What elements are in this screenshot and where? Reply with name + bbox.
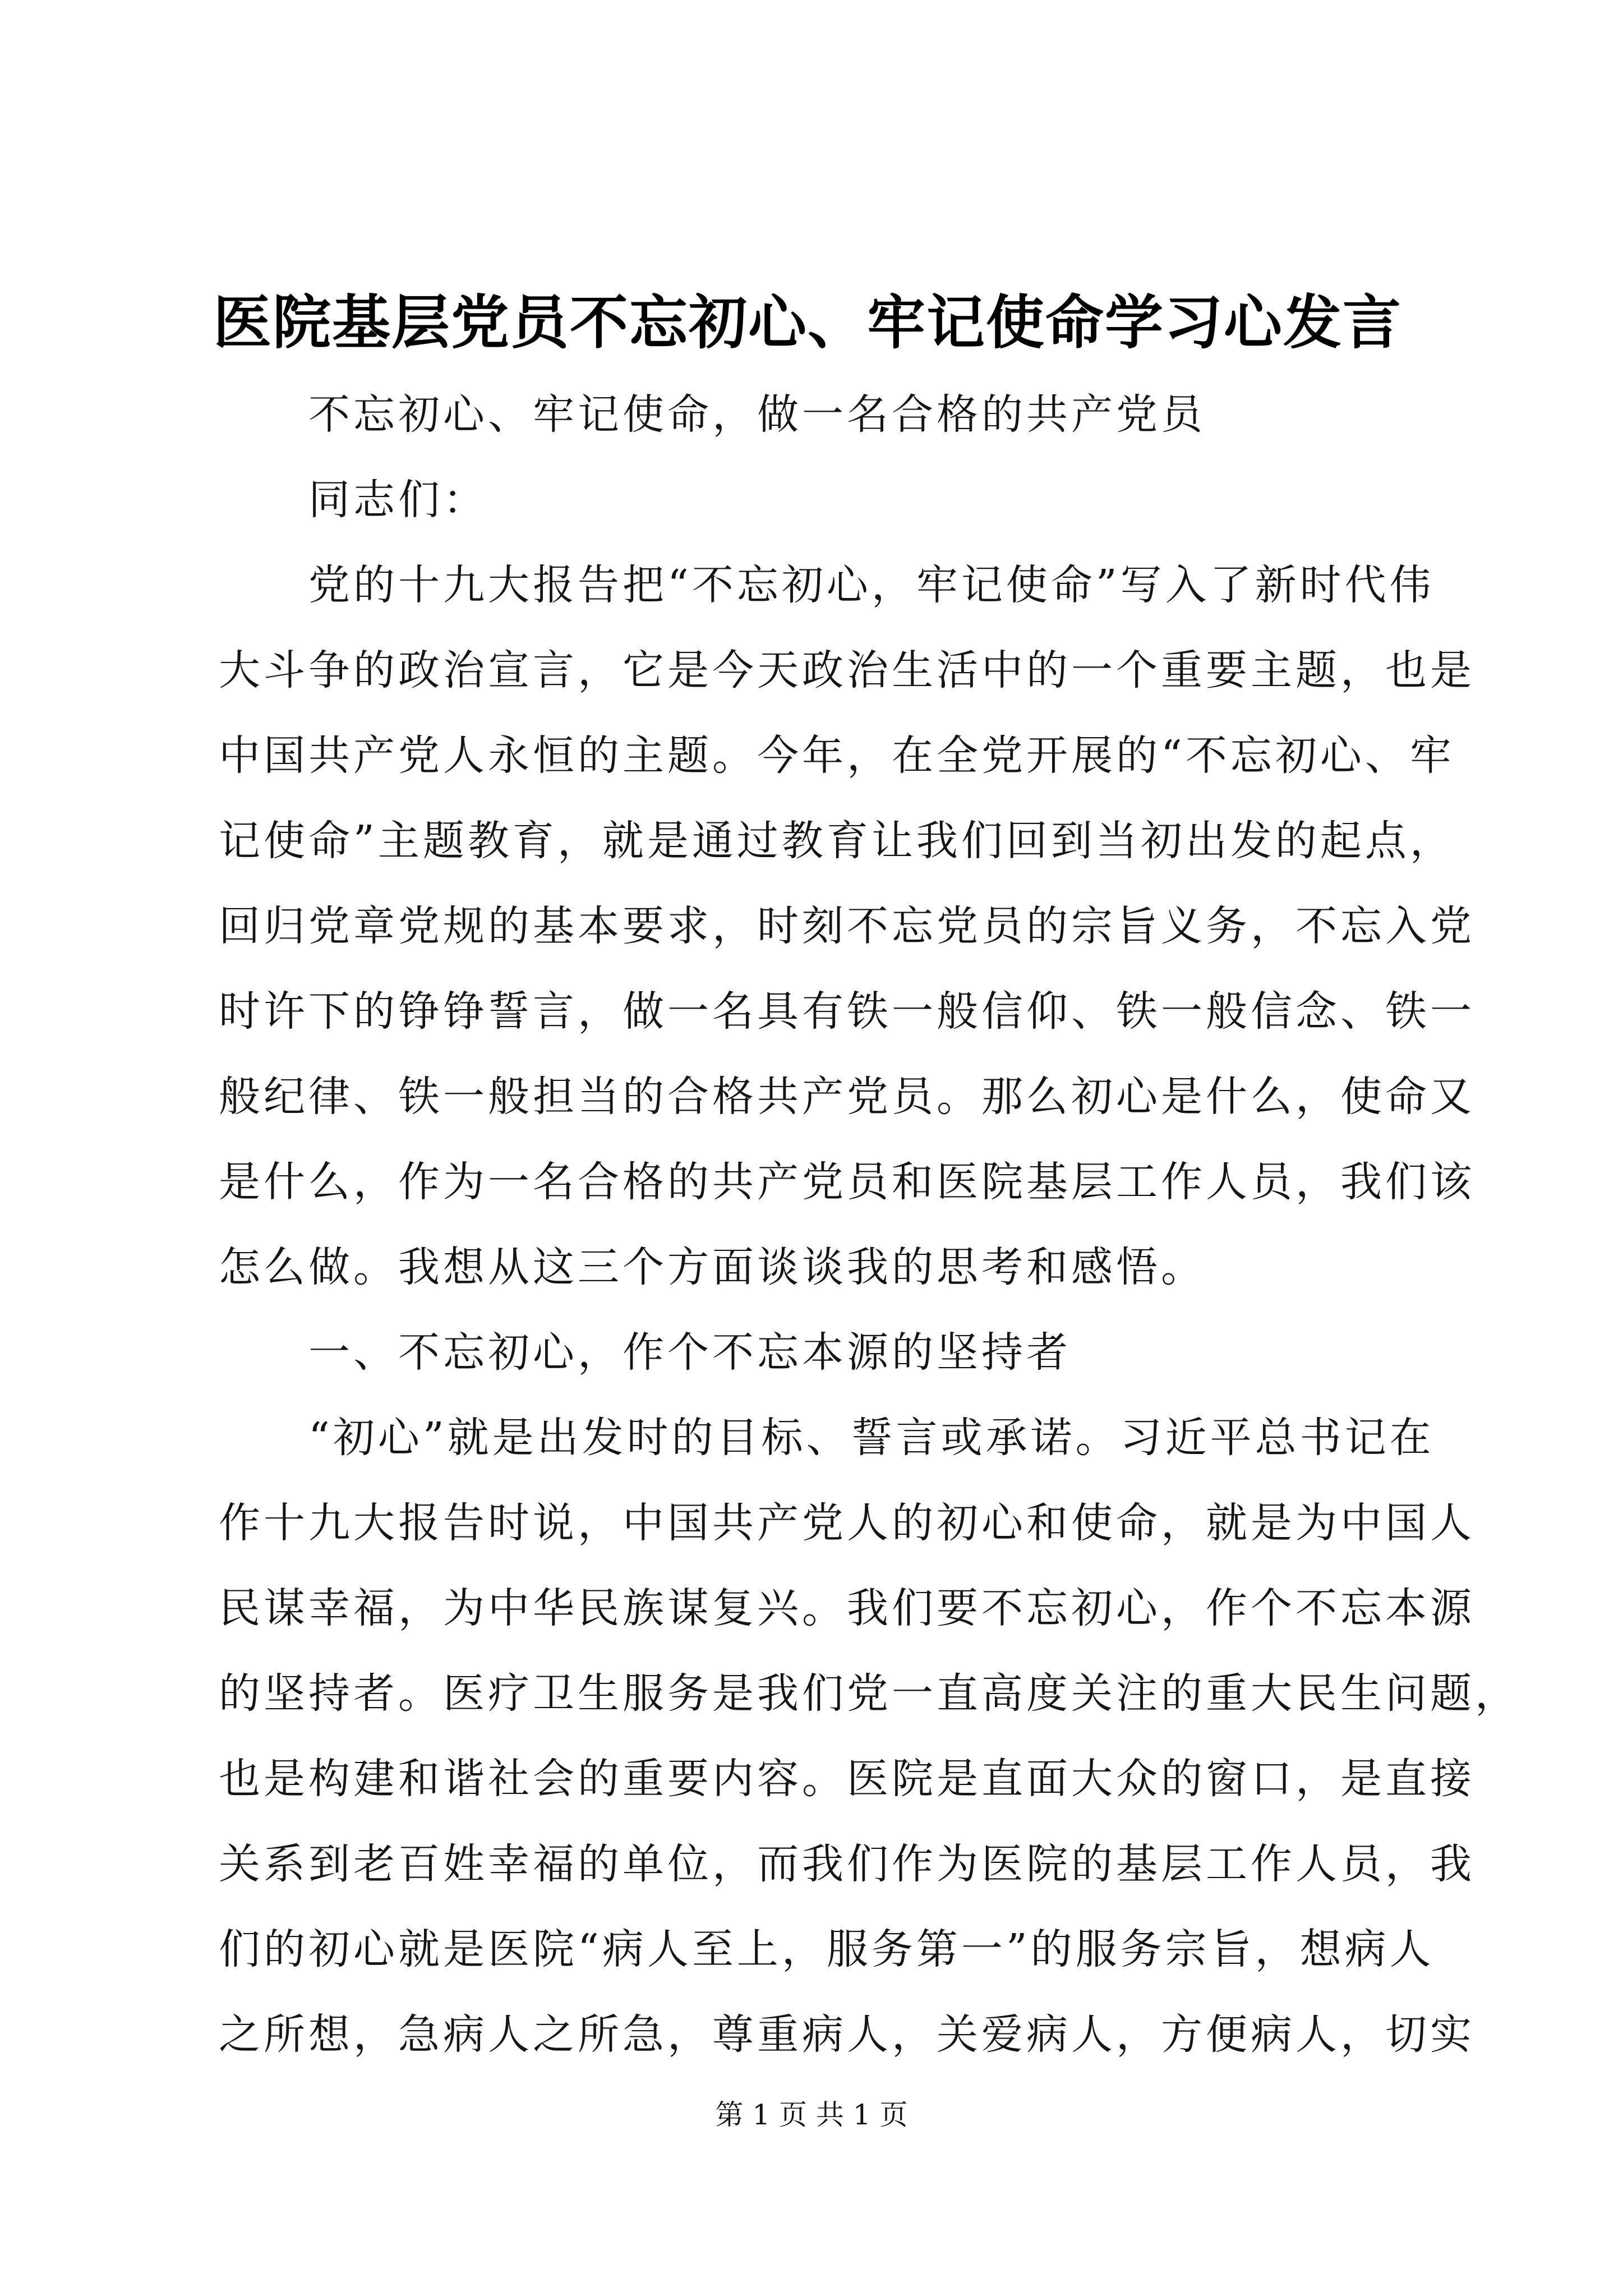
paragraph-line: 是什么，作为一名合格的共产党员和医院基层工作人员，我们该 — [219, 1158, 1475, 1206]
paragraph-line: 回归党章党规的基本要求，时刻不忘党员的宗旨义务，不忘入党 — [219, 902, 1475, 950]
paragraph-line: 们的初心就是医院“病人至上，服务第一”的服务宗旨，想病人 — [219, 1925, 1435, 1973]
paragraph-line: 怎么做。我想从这三个方面谈谈我的思考和感悟。 — [219, 1243, 1206, 1291]
paragraph-line: 党的十九大报告把“不忘初心，牢记使命”写入了新时代伟 — [308, 561, 1435, 609]
paragraph-line: 中国共产党人永恒的主题。今年，在全党开展的“不忘初心、牢 — [219, 731, 1455, 780]
section-heading: 一、不忘初心，作个不忘本源的坚持者 — [308, 1328, 1071, 1377]
paragraph-line: 时许下的铮铮誓言，做一名具有铁一般信仰、铁一般信念、铁一 — [219, 987, 1475, 1036]
page-footer: 第 1 页 共 1 页 — [715, 2099, 908, 2131]
paragraph-line: 般纪律、铁一般担当的合格共产党员。那么初心是什么，使命又 — [219, 1073, 1475, 1121]
paragraph-line: 大斗争的政治宣言，它是今天政治生活中的一个重要主题，也是 — [219, 646, 1475, 694]
paragraph-line: 也是构建和谐社会的重要内容。医院是直面大众的窗口，是直接 — [219, 1755, 1475, 1803]
subtitle-line: 不忘初心、牢记使命，做一名合格的共产党员 — [308, 390, 1206, 439]
paragraph-line: 之所想，急病人之所急，尊重病人，关爱病人，方便病人，切实 — [219, 2010, 1475, 2059]
paragraph-line: 民谋幸福，为中华民族谋复兴。我们要不忘初心，作个不忘本源 — [219, 1584, 1475, 1632]
document-body — [219, 372, 1520, 2077]
paragraph-line: 作十九大报告时说，中国共产党人的初心和使命，就是为中国人 — [219, 1499, 1475, 1547]
paragraph-line: 记使命”主题教育，就是通过教育让我们回到当初出发的起点， — [219, 817, 1455, 865]
paragraph-line: 的坚持者。医疗卫生服务是我们党一直高度关注的重大民生问题， — [219, 1669, 1520, 1718]
paragraph-line: “初心”就是出发时的目标、誓言或承诺。习近平总书记在 — [308, 1414, 1435, 1462]
salutation-line: 同志们： — [308, 476, 488, 524]
document-title: 医院基层党员不忘初心、牢记使命学习心发言 — [213, 288, 1403, 357]
paragraph-line: 关系到老百姓幸福的单位，而我们作为医院的基层工作人员，我 — [219, 1840, 1475, 1888]
